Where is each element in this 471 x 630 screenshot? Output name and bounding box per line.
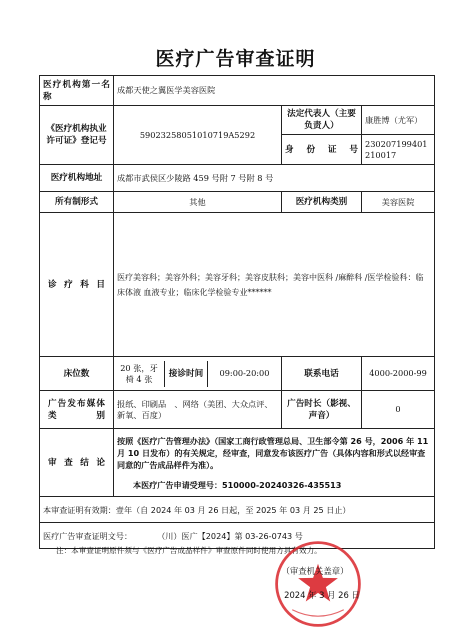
address-label: 医疗机构地址 xyxy=(40,165,114,192)
institution-name: 成都天使之翼医学美容医院 xyxy=(114,76,435,106)
footnote: 注：本审查证明原件须与《医疗广告成品样件》审查原件同时使用方具有效力。 xyxy=(56,546,322,555)
review-authority: （审查机关盖章） xyxy=(281,566,349,576)
hours-label: 接诊时间 xyxy=(165,361,208,387)
signature-date: 2024 年 3 月 26 日 xyxy=(284,590,360,600)
official-seal-icon xyxy=(272,538,364,630)
conclusion-text: 按照《医疗广告管理办法》（国家工商行政管理总局、卫生部令第 26 号，2006 年 11 月 10 日发布）的有关规定，经审查，同意发布该医疗广告（具体内容和形式以经审查同意的广告成品样件为准）。 xyxy=(117,435,429,470)
phone: 4000-2000-99 xyxy=(362,357,435,391)
license-label: 《医疗机构执业许可证》登记号 xyxy=(40,106,114,165)
phone-label: 联系电话 xyxy=(282,357,362,391)
media: 报纸、印刷品 、网络（美团、大众点评、新氧、百度） xyxy=(114,391,282,429)
duration: 0 xyxy=(362,391,435,429)
document-number: （川）医广【2024】第 03-26-0743 号 xyxy=(157,530,303,541)
document-number-label: 医疗广告审查证明文号： xyxy=(43,530,133,541)
ownership-label: 所有制形式 xyxy=(40,192,114,213)
institution-name-label: 医疗机构第一名称 xyxy=(40,76,114,106)
category-label: 医疗机构类别 xyxy=(282,192,362,213)
id-label: 身份证号 xyxy=(282,135,362,165)
media-label: 广告发布媒体类别 xyxy=(40,391,114,429)
address: 成都市武侯区少陵路 459 号附 7 号附 8 号 xyxy=(114,165,435,192)
subjects: 医疗美容科；美容外科；美容牙科；美容皮肤科；美容中医科 /麻醉科 /医学检验科：临床体液 血液专业；临床化学检验专业****** xyxy=(114,213,435,357)
license-number: 5902325805101071​9A5292 xyxy=(114,106,282,165)
id-number: 230207199401210017 xyxy=(362,135,435,165)
beds-label: 床位数 xyxy=(40,357,114,391)
beds: 20 张，牙椅 4 张 xyxy=(114,361,165,387)
legal-rep: 康胜博（尤军） xyxy=(362,106,435,135)
duration-label: 广告时长（影视、声音） xyxy=(282,391,362,429)
legal-rep-label: 法定代表人（主要负责人） xyxy=(282,106,362,135)
application-number: 本医疗广告申请受理号：510000-20240326-435513 xyxy=(133,479,342,490)
certificate-table xyxy=(39,75,435,549)
category: 美容医院 xyxy=(362,192,435,213)
hours: 09:00-20:00 xyxy=(219,368,270,378)
document-title: 医疗广告审查证明 xyxy=(155,48,316,70)
validity-period: 本审查证明有效期：壹年（自 2024 年 03 月 26 日起，至 2025 年 03 月 25 日止） xyxy=(40,497,435,523)
conclusion-label: 审查结论 xyxy=(40,429,114,497)
ownership: 其他 xyxy=(114,192,282,213)
subjects-label: 诊疗科目 xyxy=(40,213,114,357)
